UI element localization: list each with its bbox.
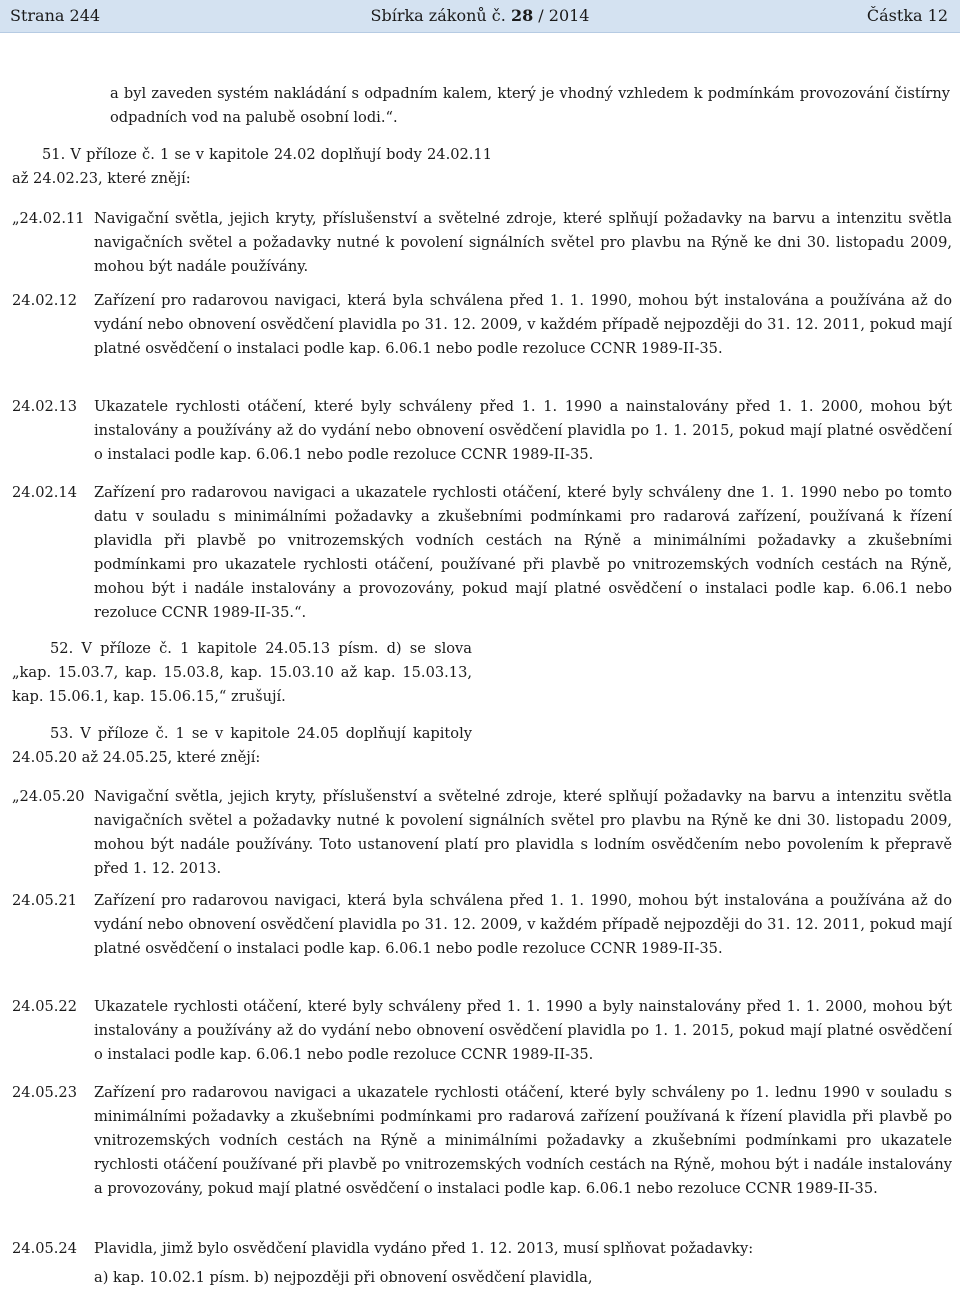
item-text: Ukazatele rychlosti otáčení, které byly schváleny před 1. 1. 1990 a byly nainstalovány před 1. 1. 2000, mohou být instalovány a používány až do vydání nebo obnovení osvědčení plavidla po 1. 1. 2015, pokud mají platné osvědčení o instalaci podle kap. 6.06.1 nebo podle rezoluce CCNR 1989-II-35. xyxy=(94,998,952,1063)
item-text: Zařízení pro radarovou navigaci a ukazatele rychlosti otáčení, které byly schváleny dne 1. 1. 1990 nebo po tomto datu v souladu s minimálními požadavky a zkušebními podmínkami pro radarová zařízení, používaná k řízení plavidla při plavbě po vnitrozemských vodních cestách na Rýně a minimálními požadavky a zkušebními podmínkami pro ukazatele rychlosti otáčení, používané při plavbě po vnitrozemských vodních cestách na Rýně, mohou být i nadále instalovány a provozovány, pokud mají platné osvědčení o instalaci podle kap. 6.06.1 nebo rezoluce CCNR 1989-II-35.“. xyxy=(94,484,952,621)
paragraph-53: 53. V příloze č. 1 se v kapitole 24.05 doplňují kapitoly 24.05.20 až 24.05.25, které znějí: xyxy=(12,725,472,766)
item-number: „24.05.20 xyxy=(12,788,85,805)
part-number: Částka 12 xyxy=(866,6,948,25)
page-number: Strana 244 xyxy=(10,6,101,25)
list-item xyxy=(12,289,952,361)
item-text: Ukazatele rychlosti otáčení, které byly schváleny před 1. 1. 1990 a nainstalovány před 1. 1. 2000, mohou být instalovány a používány až do vydání nebo obnovení osvědčení plavidla po 1. 1. 2015, pokud mají platné osvědčení o instalaci podle kap. 6.06.1 nebo podle rezoluce CCNR 1989-II-35. xyxy=(94,398,952,463)
list-item xyxy=(12,395,952,467)
item-number: 24.05.24 xyxy=(12,1240,77,1257)
list-item xyxy=(12,785,952,881)
item-text: Plavidla, jimž bylo osvědčení plavidla vydáno před 1. 12. 2013, musí splňovat požadavky: xyxy=(94,1240,754,1257)
item-number: 24.05.23 xyxy=(12,1084,77,1101)
paragraph-51: 51. V příloze č. 1 se v kapitole 24.02 doplňují body 24.02.11 až 24.02.23, které znějí: xyxy=(12,146,492,187)
list-item xyxy=(12,207,952,279)
sub-item-a: a) kap. 10.02.1 písm. b) nejpozději při obnovení osvědčení plavidla, xyxy=(94,1269,593,1286)
collection-title-post: / 2014 xyxy=(533,6,590,25)
item-number: „24.02.11 xyxy=(12,210,85,227)
collection-number: 28 xyxy=(510,6,534,25)
item-text: Zařízení pro radarovou navigaci, která byla schválena před 1. 1. 1990, mohou být instalována a používána až do vydání nebo obnovení osvědčení plavidla po 31. 12. 2009, v každém případě nejpozději do 31. 12. 2011, pokud mají platné osvědčení o instalaci podle kap. 6.06.1 nebo podle rezoluce CCNR 1989-II-35. xyxy=(94,292,952,357)
item-text: Zařízení pro radarovou navigaci, která byla schválena před 1. 1. 1990, mohou být instalována a používána až do vydání nebo obnovení osvědčení plavidla po 31. 12. 2009, v každém případě nejpozději do 31. 12. 2011, pokud mají platné osvědčení o instalaci podle kap. 6.06.1 nebo podle rezoluce CCNR 1989-II-35. xyxy=(94,892,952,957)
item-number: 24.02.13 xyxy=(12,398,77,415)
item-number: 24.05.22 xyxy=(12,998,77,1015)
list-item xyxy=(12,1081,952,1201)
item-number: 24.02.12 xyxy=(12,292,77,309)
intro-paragraph: a byl zaveden systém nakládání s odpadním kalem, který je vhodný vzhledem k podmínkám provozování čistírny odpadních vod na palubě osobní lodi.“. xyxy=(110,85,950,126)
list-item xyxy=(12,481,952,624)
list-item xyxy=(12,889,952,961)
collection-title xyxy=(0,0,960,32)
page-header xyxy=(0,0,960,33)
item-number: 24.02.14 xyxy=(12,484,77,501)
collection-title-pre: Sbírka zákonů č. xyxy=(370,6,511,25)
item-text: Navigační světla, jejich kryty, příslušenství a světelné zdroje, které splňují požadavky na barvu a intenzitu světla navigačních světel a požadavky nutné k povolení signálních světel pro plavbu na Rýně ke dni 30. listopadu 2009, mohou být nadále používány. Toto ustanovení platí pro plavidla s lodním osvědčením nebo povolením k přepravě před 1. 12. 2013. xyxy=(94,788,952,877)
item-number: 24.05.21 xyxy=(12,892,77,909)
list-item xyxy=(12,1237,952,1261)
item-text: Navigační světla, jejich kryty, příslušenství a světelné zdroje, které splňují požadavky na barvu a intenzitu světla navigačních světel a požadavky nutné k povolení signálních světel pro plavbu na Rýně ke dni 30. listopadu 2009, mohou být nadále používány. xyxy=(94,210,952,275)
paragraph-52: 52. V příloze č. 1 kapitole 24.05.13 písm. d) se slova „kap. 15.03.7, kap. 15.03.8, kap. 15.03.10 až kap. 15.03.13, kap. 15.06.1, kap. 15.06.15,“ zrušují. xyxy=(12,640,472,705)
list-item xyxy=(12,995,952,1067)
item-text: Zařízení pro radarovou navigaci a ukazatele rychlosti otáčení, které byly schváleny po 1. lednu 1990 v souladu s minimálními požadavky a zkušebními podmínkami pro radarová zařízení používaná k řízení plavidla při plavbě po vnitrozemských vodních cestách na Rýně a minimálními požadavky a zkušebními podmínkami pro ukazatele rychlosti otáčení používané při plavbě po vnitrozemských vodních cestách na Rýně, mohou být i nadále instalovány a provozovány, pokud mají platné osvědčení o instalaci podle kap. 6.06.1 nebo rezoluce CCNR 1989-II-35. xyxy=(94,1084,952,1197)
